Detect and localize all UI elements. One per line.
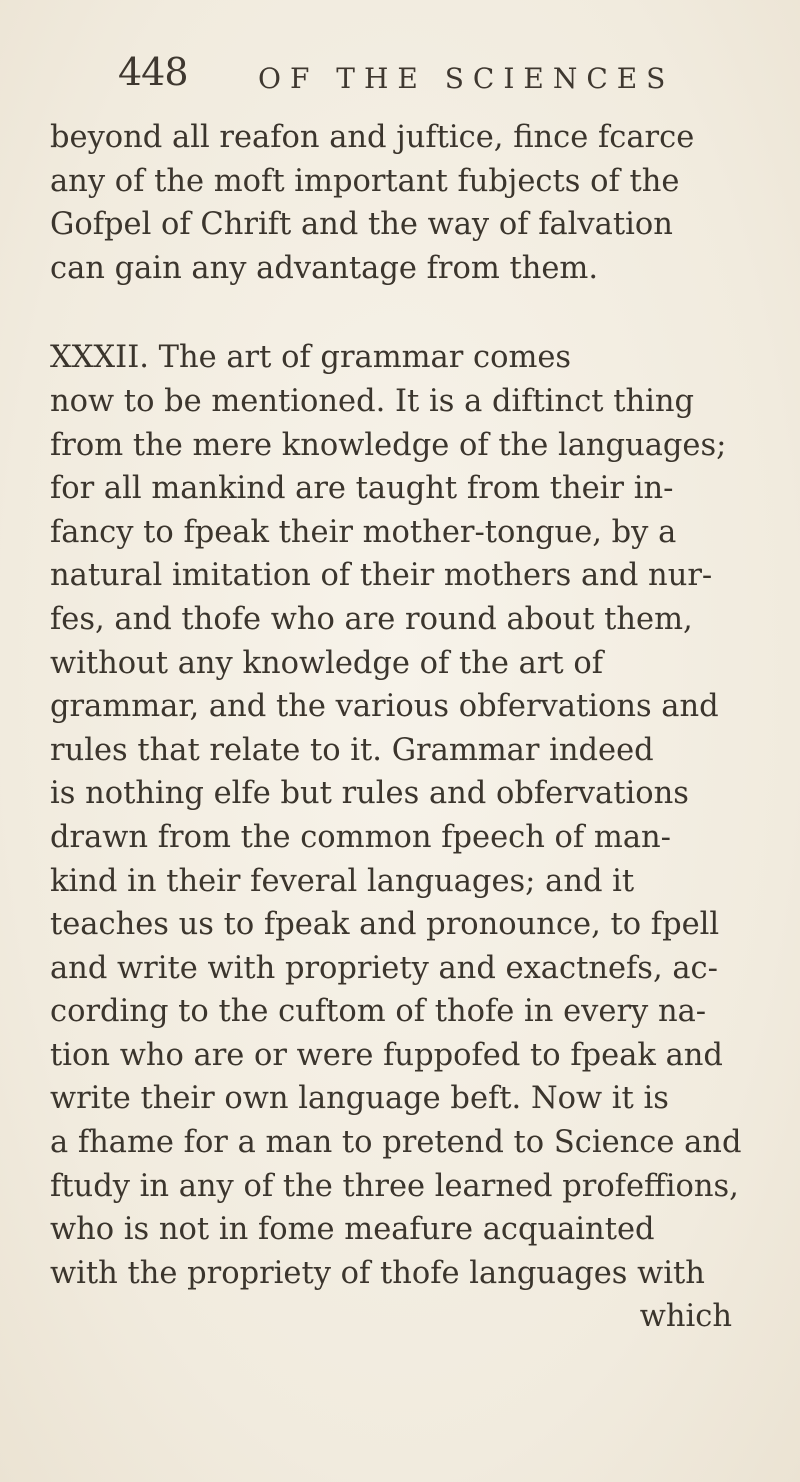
text-line: ftudy in any of the three learned profeffions, xyxy=(50,1168,739,1204)
catchword: which xyxy=(639,1299,732,1335)
text-line: fes, and thofe who are round about them, xyxy=(50,601,693,637)
paragraph-gap xyxy=(50,290,770,336)
text-line: now to be mentioned. It is a diftinct thing xyxy=(50,383,695,419)
text-line: for all mankind are taught from their in- xyxy=(50,471,674,507)
text-line: a fhame for a man to pretend to Science and xyxy=(50,1125,742,1161)
text-line: with the propriety of thofe languages with xyxy=(50,1255,705,1291)
page-header xyxy=(118,48,758,98)
text-line: tion who are or were fuppofed to fpeak and xyxy=(50,1037,723,1073)
text-line: drawn from the common fpeech of man- xyxy=(50,819,671,855)
text-line: natural imitation of their mothers and nur- xyxy=(50,558,713,594)
text-line: beyond all reafon and juftice, fince fcarce xyxy=(50,120,695,155)
text-line: without any knowledge of the art of xyxy=(50,645,604,681)
paragraph-1 xyxy=(50,116,770,290)
body-text xyxy=(50,116,770,1339)
text-line: grammar, and the various obfervations and xyxy=(50,689,719,725)
text-line: is nothing elfe but rules and obfervations xyxy=(50,776,689,812)
text-line: cording to the cuftom of thofe in every na- xyxy=(50,994,707,1030)
text-line: teaches us to fpeak and pronounce, to fpell xyxy=(50,907,720,943)
running-head: OF THE SCIENCES xyxy=(258,62,675,95)
text-line: and write with propriety and exactnefs, ac- xyxy=(50,950,718,986)
text-line: write their own language beft. Now it is xyxy=(50,1081,669,1117)
text-line: can gain any advantage from them. xyxy=(50,250,599,286)
paragraph-2 xyxy=(50,336,770,1295)
text-line: any of the moft important fubjects of the xyxy=(50,163,680,199)
text-line: fancy to fpeak their mother-tongue, by a xyxy=(50,514,677,550)
text-line: Gofpel of Chrift and the way of falvation xyxy=(50,207,673,243)
text-line: XXXII. The art of grammar comes xyxy=(50,340,572,376)
text-line: who is not in fome meafure acquainted xyxy=(50,1212,655,1248)
text-line: kind in their feveral languages; and it xyxy=(50,863,635,899)
text-line: rules that relate to it. Grammar indeed xyxy=(50,732,654,768)
page-number: 448 xyxy=(118,50,188,94)
text-line: from the mere knowledge of the languages; xyxy=(50,427,727,463)
